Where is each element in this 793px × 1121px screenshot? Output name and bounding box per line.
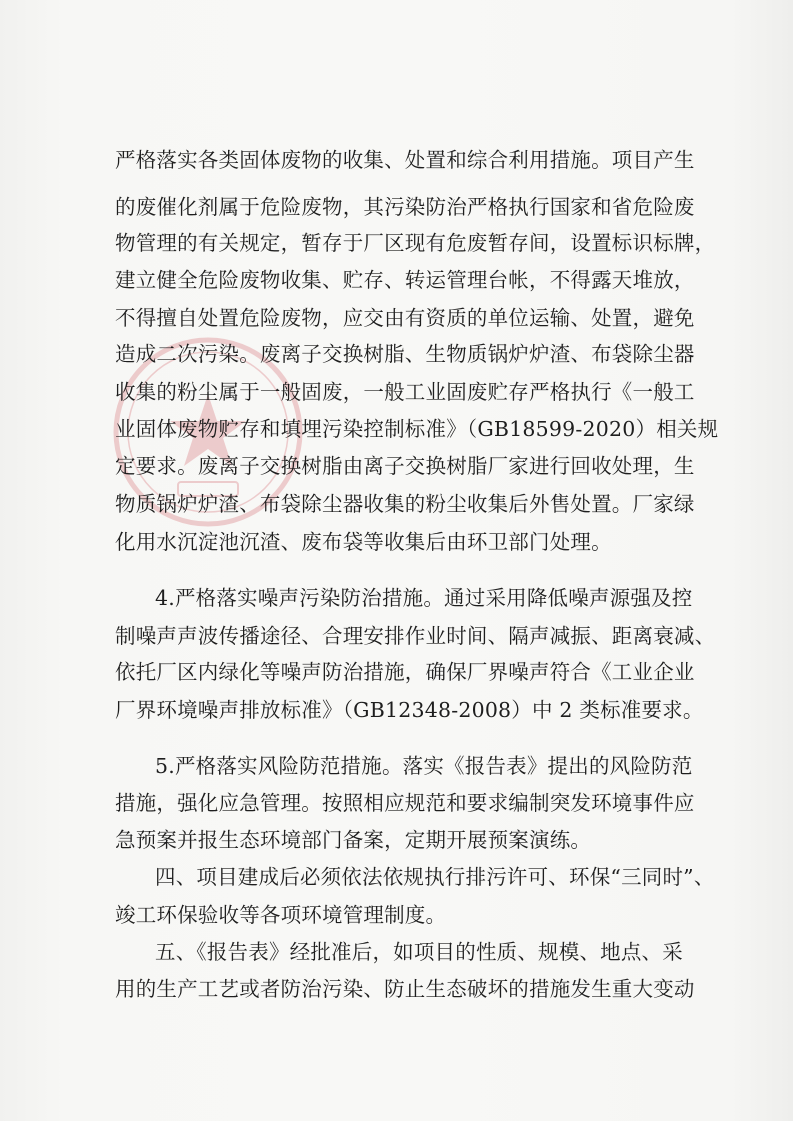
paragraph-line: 建立健全危险废物收集、贮存、转运管理台帐，不得露天堆放， xyxy=(115,268,695,292)
paragraph-line: 造成二次污染。废离子交换树脂、生物质锅炉炉渣、布袋除尘器 xyxy=(115,342,695,366)
paragraph-line: 化用水沉淀池沉渣、废布袋等收集后由环卫部门处理。 xyxy=(115,530,612,554)
paragraph-line: 竣工环保验收等各项环境管理制度。 xyxy=(115,903,447,927)
paragraph-line: 物管理的有关规定，暂存于厂区现有危废暂存间，设置标识标牌， xyxy=(115,231,716,255)
paragraph-line: 厂界环境噪声排放标准》（GB12348-2008）中 2 类标准要求。 xyxy=(115,698,704,722)
paragraph-line: 5.严格落实风险防范措施。落实《报告表》提出的风险防范 xyxy=(155,754,693,778)
paragraph-line: 急预案并报生态环境部门备案，定期开展预案演练。 xyxy=(115,828,592,852)
paragraph-line: 依托厂区内绿化等噪声防治措施，确保厂界噪声符合《工业企业 xyxy=(115,660,695,684)
paragraph-line: 严格落实各类固体废物的收集、处置和综合利用措施。项目产生 xyxy=(115,148,695,172)
paragraph-line: 用的生产工艺或者防治污染、防止生态破坏的措施发生重大变动 xyxy=(115,977,695,1001)
paragraph-line: 的废催化剂属于危险废物，其污染防治严格执行国家和省危险废 xyxy=(115,195,695,219)
paragraph-line: 4.严格落实噪声污染防治措施。通过采用降低噪声源强及控 xyxy=(155,586,693,610)
paragraph-line: 物质锅炉炉渣、布袋除尘器收集的粉尘收集后外售处置。厂家绿 xyxy=(115,492,695,516)
paragraph-line: 业固体废物贮存和填埋污染控制标准》（GB18599-2020）相关规 xyxy=(115,417,719,441)
paragraph-line: 四、项目建成后必须依法依规执行排污许可、环保“三同时”、 xyxy=(155,865,715,889)
paragraph-line: 收集的粉尘属于一般固废，一般工业固废贮存严格执行《一般工 xyxy=(115,380,695,404)
paragraph-line: 定要求。废离子交换树脂由离子交换树脂厂家进行回收处理，生 xyxy=(115,454,695,478)
paragraph-line: 措施，强化应急管理。按照相应规范和要求编制突发环境事件应 xyxy=(115,791,695,815)
paragraph-line: 制噪声声波传播途径、合理安排作业时间、隔声减振、距离衰减、 xyxy=(115,624,716,648)
paragraph-line: 不得擅自处置危险废物，应交由有资质的单位运输、处置，避免 xyxy=(115,306,695,330)
paragraph-line: 五、《报告表》经批准后，如项目的性质、规模、地点、采 xyxy=(155,940,683,964)
